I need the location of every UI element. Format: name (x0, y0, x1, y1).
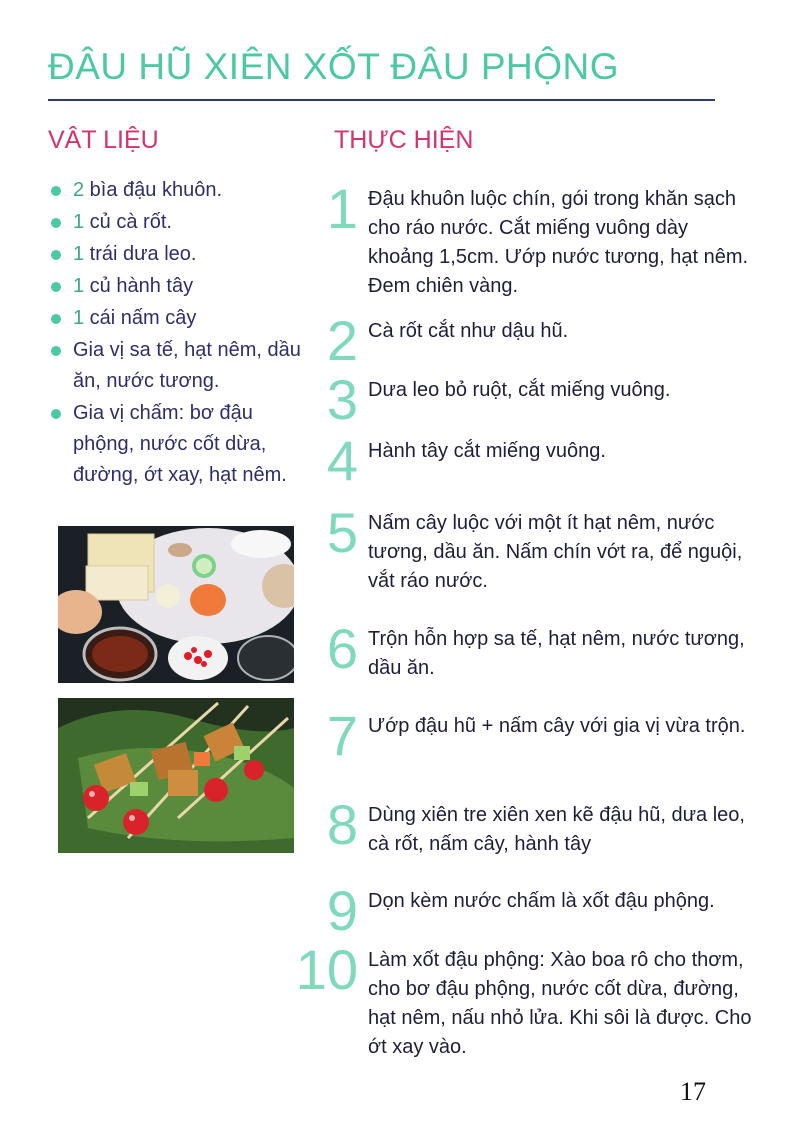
step-text: Dưa leo bỏ ruột, cắt miếng vuông. (368, 379, 671, 401)
bullet-icon (51, 282, 61, 292)
step-text: Hành tây cắt miếng vuông. (368, 440, 606, 462)
step-number: 2 (326, 309, 358, 372)
step-number: 5 (326, 501, 358, 564)
step-number: 9 (326, 879, 358, 942)
skewers-photo-illustration (58, 698, 294, 853)
bullet-icon (51, 186, 61, 196)
step-text: Trộn hỗn hợp sa tế, hạt nêm, nước tương, dầu ăn. (368, 628, 745, 679)
ingredient-item: Gia vị chấm: bơ đậu phộng, nước cốt dừa, đường, ớt xay, hạt nêm. (48, 398, 318, 491)
step-text: Nấm cây luộc với một ít hạt nêm, nước tương, dầu ăn. Nấm chín vớt ra, để nguội, vắt ráo nước. (368, 512, 743, 592)
ingredients-photo-illustration (58, 526, 294, 683)
bullet-icon (51, 314, 61, 324)
bullet-icon (51, 409, 61, 419)
step-text: Dùng xiên tre xiên xen kẽ đậu hũ, dưa leo, cà rốt, nấm cây, hành tây (368, 804, 745, 855)
ingredient-item: 1 củ cà rốt. (48, 207, 318, 238)
page-title: ĐÂU HŨ XIÊN XỐT ĐÂU PHỘNG (48, 46, 620, 87)
ingredients-photo (58, 526, 294, 683)
ingredients-list (48, 175, 318, 492)
ingredient-item: Gia vị sa tế, hạt nêm, dầu ăn, nước tương. (48, 335, 318, 397)
step-number: 10 (295, 938, 358, 1001)
bullet-icon (51, 250, 61, 260)
ingredient-item: 1 trái dưa leo. (48, 239, 318, 270)
step-number: 7 (326, 704, 358, 767)
step-number: 8 (326, 793, 358, 856)
step-number: 3 (326, 368, 358, 431)
title-divider (48, 99, 715, 101)
ingredient-item: 2 bìa đậu khuôn. (48, 175, 318, 206)
step-text: Cà rốt cắt như dậu hũ. (368, 320, 569, 342)
step-number: 1 (326, 177, 358, 240)
step-text: Đậu khuôn luộc chín, gói trong khăn sạch cho ráo nước. Cắt miếng vuông dày khoảng 1,5cm. Ướp nước tương, hạt nêm. Đem chiên vàng. (368, 188, 749, 297)
step-text: Ướp đậu hũ + nấm cây với gia vị vừa trộn. (368, 715, 746, 737)
step-text: Làm xốt đậu phộng: Xào boa rô cho thơm, cho bơ đậu phộng, nước cốt dừa, đường, hạt nêm, nấu nhỏ lửa. Khi sôi là được. Cho ớt xay vào. (368, 949, 752, 1058)
bullet-icon (51, 346, 61, 356)
step-text: Dọn kèm nước chấm là xốt đậu phộng. (368, 890, 715, 912)
ingredient-item: 1 củ hành tây (48, 271, 318, 302)
page-number: 17 (680, 1077, 706, 1106)
ingredients-heading: VÂT LIỆU (48, 126, 159, 154)
step-number: 6 (326, 617, 358, 680)
skewers-photo (58, 698, 294, 853)
ingredient-item: 1 cái nấm cây (48, 303, 318, 334)
step-number: 4 (326, 429, 358, 492)
bullet-icon (51, 218, 61, 228)
steps-heading: THỰC HIỆN (334, 126, 474, 154)
